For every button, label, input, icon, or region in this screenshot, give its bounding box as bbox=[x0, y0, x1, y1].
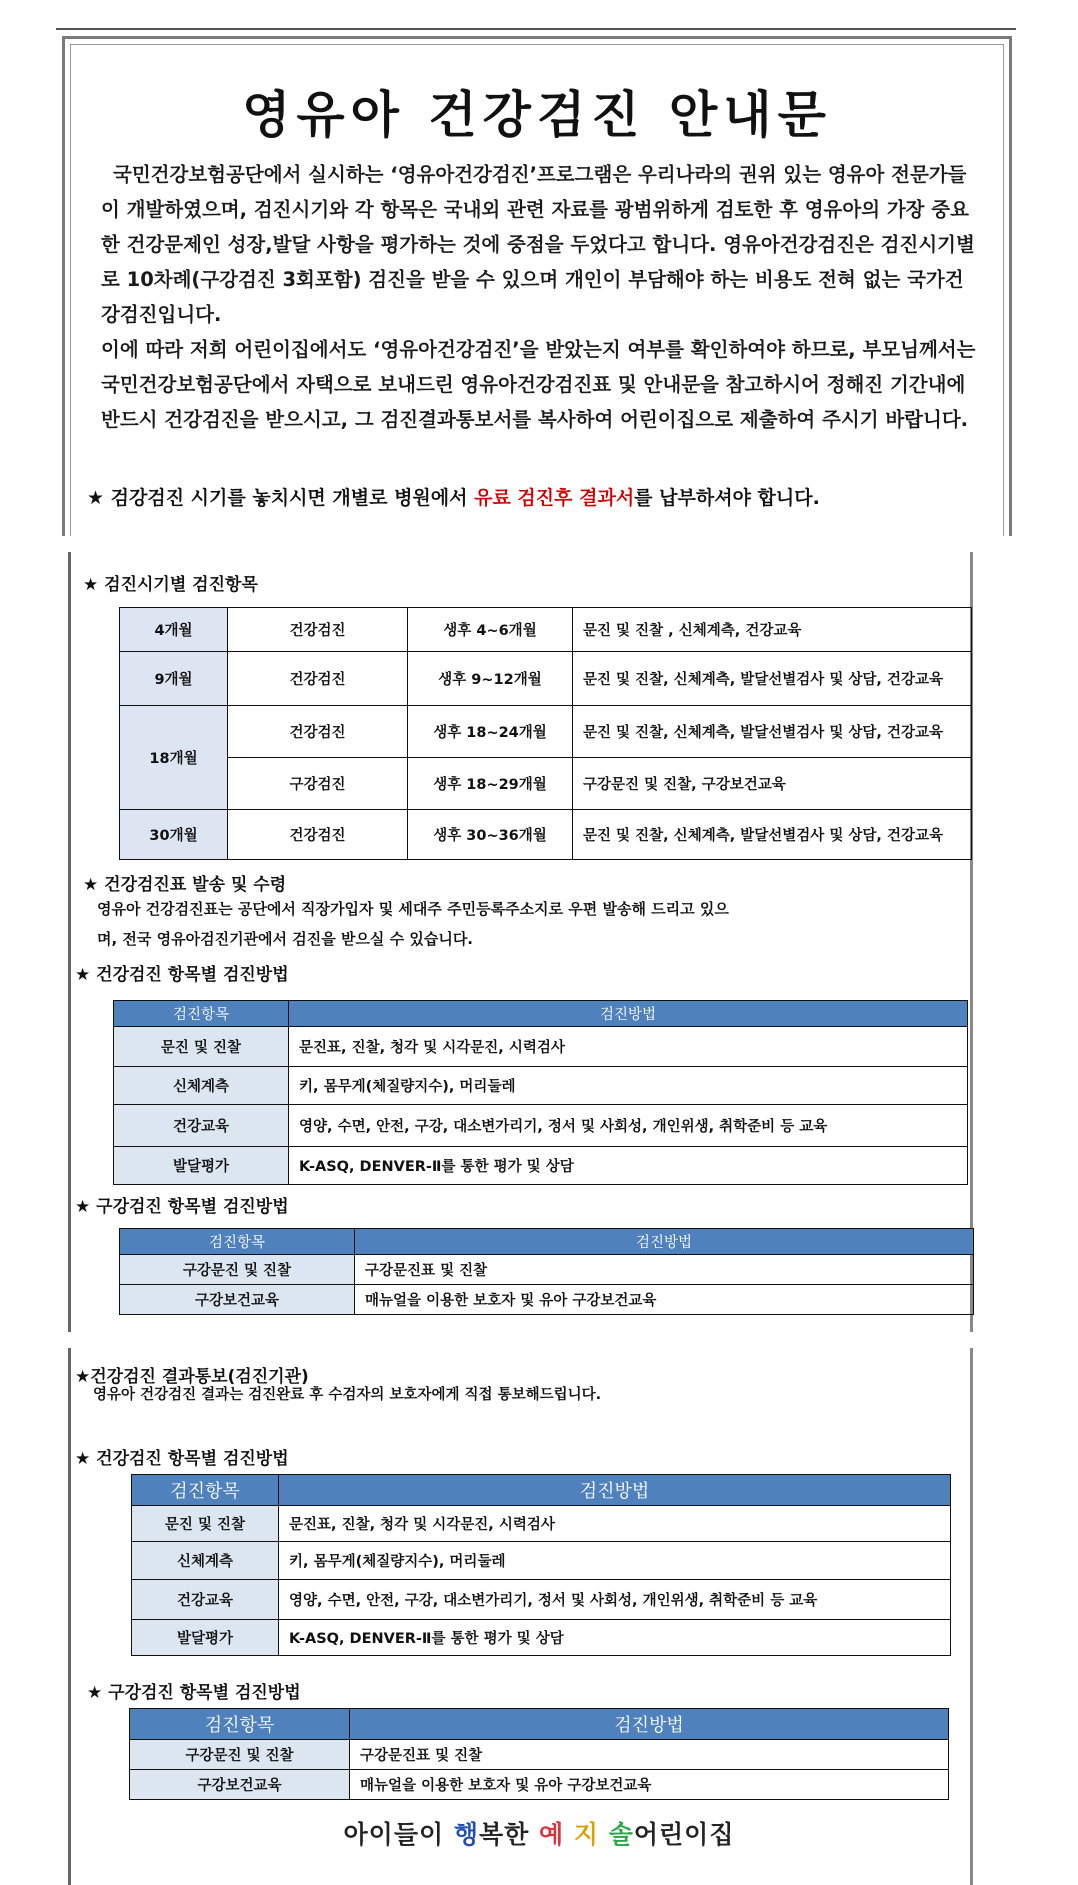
table-row bbox=[130, 1770, 949, 1800]
period-cell: 생후 30~36개월 bbox=[408, 810, 573, 860]
item-cell: 구강문진 및 진찰 bbox=[120, 1255, 355, 1285]
footer-part-2: 행 bbox=[453, 1820, 479, 1849]
dispatch-line-2: 며, 전국 영유아검진기관에서 검진을 받으실 수 있습니다. bbox=[97, 930, 474, 948]
table-header-row bbox=[114, 1001, 968, 1027]
period-cell: 생후 18~24개월 bbox=[408, 706, 573, 758]
method-cell: 구강문진표 및 진찰 bbox=[350, 1740, 949, 1770]
table-row bbox=[120, 1255, 974, 1285]
table-row bbox=[132, 1506, 951, 1542]
table-row bbox=[120, 810, 972, 860]
type-cell: 건강검진 bbox=[228, 608, 408, 652]
table-row bbox=[114, 1105, 968, 1147]
table-header-row bbox=[132, 1475, 951, 1506]
page-title: 영유아 건강검진 안내문 bbox=[242, 86, 832, 144]
items-cell: 문진 및 진찰, 신체계측, 발달선별검사 및 상담, 건강교육 bbox=[573, 810, 972, 860]
intro-text bbox=[101, 157, 979, 437]
item-cell: 건강교육 bbox=[114, 1105, 289, 1147]
schedule-table bbox=[119, 607, 972, 860]
health-methods-heading-2: ★ 건강검진 항목별 검진방법 bbox=[75, 1449, 289, 1469]
type-cell: 구강검진 bbox=[228, 758, 408, 810]
intro-paragraph-1: 국민건강보험공단에서 실시하는 ‘영유아건강검진’프로그램은 우리나라의 권위 있는 영유아 전문가들이 개발하였으며, 검진시기와 각 항목은 국내외 관련 자료를 광범위하게 검토한 후 영유아의 가장 중요한 건강문제인 성장,발달 사항을 평가하는 것에 중점을 두었다고 합니다. 영유아건강검진은 검진시기별로 10차례(구강검진 3회포함) 검진을 받을 수 있으며 개인이 부담해야 하는 비용도 전혀 없는 국가건강검진입니다. bbox=[101, 163, 975, 326]
page-top-rule bbox=[56, 28, 1016, 30]
method-cell: 매뉴얼을 이용한 보호자 및 유아 구강보건교육 bbox=[355, 1285, 974, 1315]
oral-methods-table-2 bbox=[129, 1708, 949, 1800]
intro-inner-frame bbox=[70, 44, 1004, 536]
intro-paragraph-2: 이에 따라 저희 어린이집에서도 ‘영유아건강검진’을 받았는지 여부를 확인하여야 하므로, 부모님께서는 국민건강보험공단에서 자택으로 보내드린 영유아건강검진표 및 안내문을 참고하시어 정해진 기간내에 반드시 건강검진을 받으시고, 그 검진결과통보서를 복사하여 어린이집으로 제출하여 주시기 바랍니다. bbox=[101, 338, 976, 431]
col-method-header: 검진방법 bbox=[355, 1229, 974, 1255]
table-row bbox=[130, 1740, 949, 1770]
item-cell: 문진 및 진찰 bbox=[114, 1027, 289, 1067]
col-item-header: 검진항목 bbox=[114, 1001, 289, 1027]
item-cell: 신체계측 bbox=[132, 1542, 279, 1580]
period-cell: 생후 18~29개월 bbox=[408, 758, 573, 810]
item-cell: 발달평가 bbox=[132, 1620, 279, 1656]
table-row bbox=[132, 1542, 951, 1580]
item-cell: 신체계측 bbox=[114, 1067, 289, 1105]
method-cell: 문진표, 진찰, 청각 및 시각문진, 시력검사 bbox=[289, 1027, 968, 1067]
result-heading: ★건강검진 결과통보(검진기관) bbox=[75, 1367, 309, 1387]
footer-part-4: 예 bbox=[539, 1820, 565, 1849]
daycare-signature bbox=[0, 1815, 1078, 1851]
footer-part-7: 어린이집 bbox=[633, 1820, 735, 1849]
method-cell: 문진표, 진찰, 청각 및 시각문진, 시력검사 bbox=[279, 1506, 951, 1542]
age-cell: 9개월 bbox=[120, 652, 228, 706]
table-row bbox=[120, 608, 972, 652]
table-row bbox=[120, 652, 972, 706]
item-cell: 건강교육 bbox=[132, 1580, 279, 1620]
col-item-header: 검진항목 bbox=[130, 1709, 350, 1740]
items-cell: 구강문진 및 진찰, 구강보건교육 bbox=[573, 758, 972, 810]
period-cell: 생후 4~6개월 bbox=[408, 608, 573, 652]
method-cell: 구강문진표 및 진찰 bbox=[355, 1255, 974, 1285]
result-text: 영유아 건강검진 결과는 검진완료 후 수검자의 보호자에게 직접 통보해드립니다. bbox=[93, 1387, 602, 1403]
health-methods-table bbox=[113, 1000, 968, 1185]
col-item-header: 검진항목 bbox=[132, 1475, 279, 1506]
type-cell: 건강검진 bbox=[228, 810, 408, 860]
intro-section bbox=[62, 36, 1012, 536]
period-cell: 생후 9~12개월 bbox=[408, 652, 573, 706]
item-cell: 구강보건교육 bbox=[120, 1285, 355, 1315]
footer-part-1: 아이들이 bbox=[343, 1820, 454, 1849]
table-row bbox=[120, 1285, 974, 1315]
type-cell: 건강검진 bbox=[228, 706, 408, 758]
items-cell: 문진 및 진찰, 신체계측, 발달선별검사 및 상담, 건강교육 bbox=[573, 652, 972, 706]
footer-part-5: 지 bbox=[564, 1820, 609, 1849]
notice-text-red: 유료 검진후 결과서 bbox=[474, 487, 635, 509]
schedule-heading: ★ 검진시기별 검진항목 bbox=[83, 575, 258, 595]
table-row bbox=[132, 1620, 951, 1656]
age-cell: 30개월 bbox=[120, 810, 228, 860]
method-cell: 키, 몸무게(체질량지수), 머리둘레 bbox=[289, 1067, 968, 1105]
item-cell: 발달평가 bbox=[114, 1147, 289, 1185]
item-cell: 구강문진 및 진찰 bbox=[130, 1740, 350, 1770]
table-header-row bbox=[120, 1229, 974, 1255]
paid-checkup-notice bbox=[87, 483, 983, 510]
method-cell: 매뉴얼을 이용한 보호자 및 유아 구강보건교육 bbox=[350, 1770, 949, 1800]
health-methods-heading: ★ 건강검진 항목별 검진방법 bbox=[75, 965, 289, 985]
col-method-header: 검진방법 bbox=[289, 1001, 968, 1027]
method-cell: 영양, 수면, 안전, 구강, 대소변가리기, 정서 및 사회성, 개인위생, 취학준비 등 교육 bbox=[289, 1105, 968, 1147]
notice-text-after: 를 납부하셔야 합니다. bbox=[634, 487, 820, 509]
dispatch-heading: ★ 건강검진표 발송 및 수령 bbox=[83, 875, 287, 895]
dispatch-text bbox=[97, 894, 729, 954]
table-row bbox=[120, 706, 972, 758]
dispatch-line-1: 영유아 건강검진표는 공단에서 직장가입자 및 세대주 주민등록주소지로 우편 발송해 드리고 있으 bbox=[97, 900, 729, 918]
table-row bbox=[114, 1027, 968, 1067]
age-cell: 18개월 bbox=[120, 706, 228, 810]
method-cell: K-ASQ, DENVER-Ⅱ를 통한 평가 및 상담 bbox=[289, 1147, 968, 1185]
footer-part-3: 복한 bbox=[478, 1820, 539, 1849]
table-row bbox=[120, 758, 972, 810]
type-cell: 건강검진 bbox=[228, 652, 408, 706]
footer-part-6: 솔 bbox=[608, 1820, 634, 1849]
age-cell: 4개월 bbox=[120, 608, 228, 652]
item-cell: 구강보건교육 bbox=[130, 1770, 350, 1800]
oral-methods-table bbox=[119, 1228, 974, 1315]
oral-methods-heading-2: ★ 구강검진 항목별 검진방법 bbox=[87, 1683, 301, 1703]
notice-text-before: ★ 검강검진 시기를 놓치시면 개별로 병원에서 bbox=[87, 487, 475, 509]
method-cell: K-ASQ, DENVER-Ⅱ를 통한 평가 및 상담 bbox=[279, 1620, 951, 1656]
result-section bbox=[68, 1348, 973, 1885]
item-cell: 문진 및 진찰 bbox=[132, 1506, 279, 1542]
items-cell: 문진 및 진찰, 신체계측, 발달선별검사 및 상담, 건강교육 bbox=[573, 706, 972, 758]
oral-methods-heading: ★ 구강검진 항목별 검진방법 bbox=[75, 1197, 289, 1217]
col-method-header: 검진방법 bbox=[279, 1475, 951, 1506]
items-cell: 문진 및 진찰 , 신체계측, 건강교육 bbox=[573, 608, 972, 652]
table-header-row bbox=[130, 1709, 949, 1740]
schedule-section bbox=[68, 552, 973, 1332]
table-row bbox=[132, 1580, 951, 1620]
method-cell: 키, 몸무게(체질량지수), 머리둘레 bbox=[279, 1542, 951, 1580]
col-method-header: 검진방법 bbox=[350, 1709, 949, 1740]
col-item-header: 검진항목 bbox=[120, 1229, 355, 1255]
table-row bbox=[114, 1067, 968, 1105]
table-row bbox=[114, 1147, 968, 1185]
method-cell: 영양, 수면, 안전, 구강, 대소변가리기, 정서 및 사회성, 개인위생, 취학준비 등 교육 bbox=[279, 1580, 951, 1620]
health-methods-table-2 bbox=[131, 1474, 951, 1656]
